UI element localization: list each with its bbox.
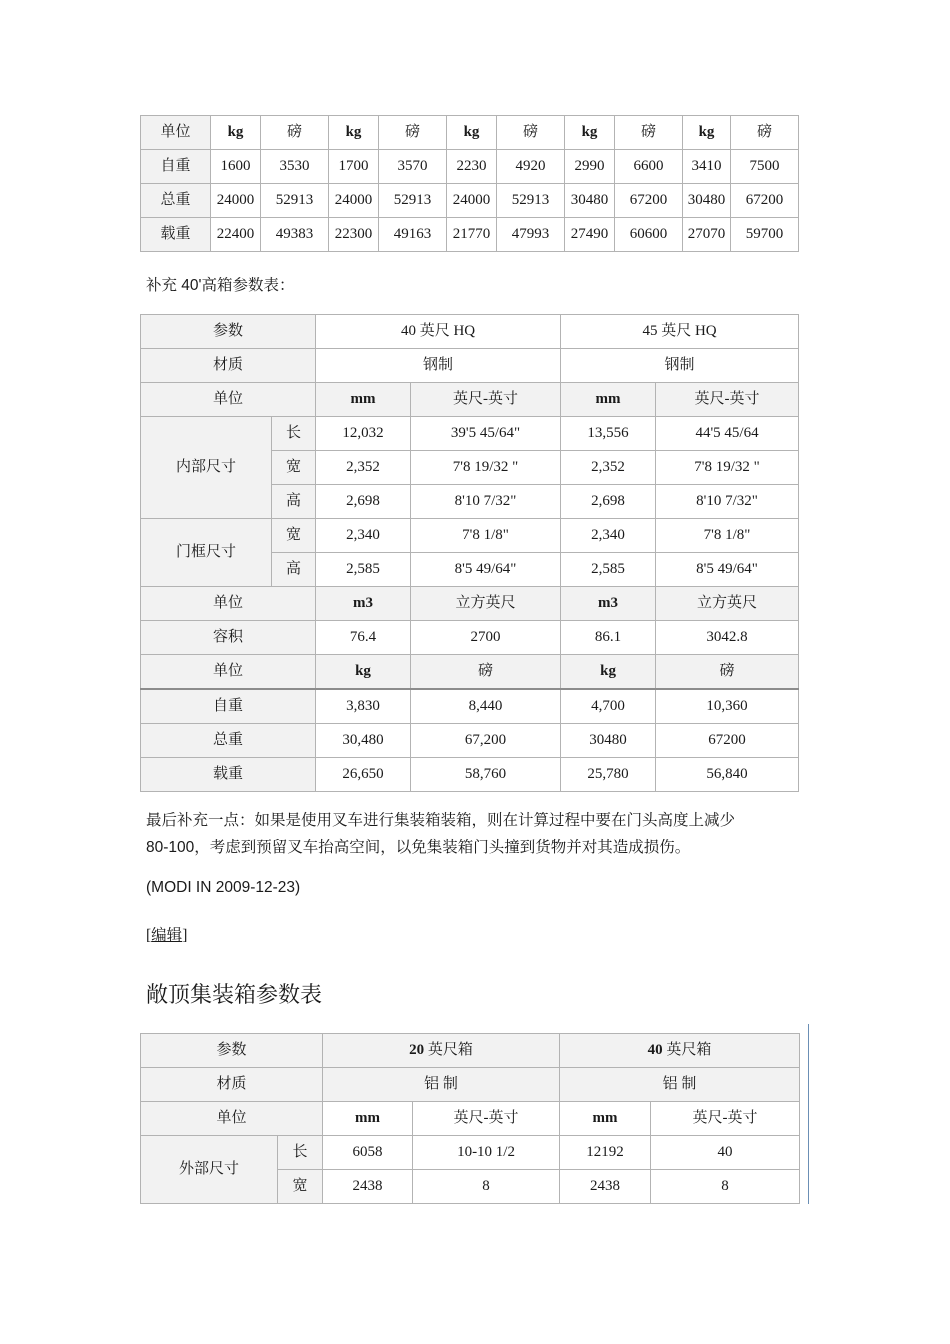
header-cell: 单位	[141, 116, 211, 150]
row-label: 单位	[141, 655, 316, 690]
table-cell: 76.4	[316, 621, 411, 655]
caption-40hq: 补充 40'高箱参数表：	[146, 277, 295, 294]
row-label: 总重	[141, 724, 316, 758]
section-heading: 敞顶集装箱参数表	[146, 982, 323, 1007]
table-cell: 12,032	[316, 417, 411, 451]
table-row	[141, 655, 799, 690]
table-row	[141, 349, 799, 383]
dim-label: 长	[278, 1136, 323, 1170]
table-cell: 2,698	[561, 485, 656, 519]
table-cell: 24000	[329, 184, 379, 218]
row-label: 单位	[141, 587, 316, 621]
table-cell: 铝 制	[323, 1068, 560, 1102]
table-cell: 58,760	[411, 758, 561, 792]
table-row	[141, 758, 799, 792]
row-group-label: 门框尺寸	[141, 519, 272, 587]
table-cell: 27070	[683, 218, 731, 252]
table-cell: 30,480	[316, 724, 411, 758]
table-cell: 8,440	[411, 689, 561, 724]
table-cell: 7'8 1/8"	[411, 519, 561, 553]
table-cell: 52913	[497, 184, 565, 218]
table-cell: 22300	[329, 218, 379, 252]
bracket-open: [	[146, 927, 152, 944]
header-cell: 磅	[497, 116, 565, 150]
table-cell: 1700	[329, 150, 379, 184]
table-row	[141, 689, 799, 724]
table-cell: 27490	[565, 218, 615, 252]
table-cell: 8	[651, 1170, 800, 1204]
table-cell: 2438	[560, 1170, 651, 1204]
unit-cell: mm	[560, 1102, 651, 1136]
unit-cell: 立方英尺	[411, 587, 561, 621]
row-label: 载重	[141, 218, 211, 252]
table-cell: 10,360	[656, 689, 799, 724]
table-cell: 8'5 49/64"	[411, 553, 561, 587]
table-cell: 30480	[683, 184, 731, 218]
param-header: 参数	[141, 315, 316, 349]
dim-label: 宽	[272, 451, 316, 485]
dim-label: 宽	[278, 1170, 323, 1204]
table-cell: 3530	[261, 150, 329, 184]
unit-cell: m3	[561, 587, 656, 621]
table-cell: 2,585	[561, 553, 656, 587]
col-text: 英尺箱	[424, 1042, 473, 1058]
unit-cell: m3	[316, 587, 411, 621]
unit-cell: 磅	[656, 655, 799, 690]
dim-label: 高	[272, 485, 316, 519]
table-cell: 86.1	[561, 621, 656, 655]
table-cell: 52913	[261, 184, 329, 218]
table-cell: 49163	[379, 218, 447, 252]
table-cell: 26,650	[316, 758, 411, 792]
header-cell: kg	[683, 116, 731, 150]
header-cell: 磅	[261, 116, 329, 150]
col-number: 40	[647, 1042, 663, 1058]
row-group-label: 内部尺寸	[141, 417, 272, 519]
unit-cell: mm	[561, 383, 656, 417]
table-cell: 2,352	[316, 451, 411, 485]
unit-cell: 英尺-英寸	[411, 383, 561, 417]
table-cell: 40	[651, 1136, 800, 1170]
table-cell: 2230	[447, 150, 497, 184]
table-cell: 10-10 1/2	[413, 1136, 560, 1170]
table-cell: 3410	[683, 150, 731, 184]
header-cell: kg	[447, 116, 497, 150]
table-row	[141, 218, 799, 252]
table-header-row	[141, 315, 799, 349]
row-label: 自重	[141, 150, 211, 184]
table-cell: 8'10 7/32"	[656, 485, 799, 519]
table-cell: 3,830	[316, 689, 411, 724]
dim-label: 长	[272, 417, 316, 451]
table-cell: 59700	[731, 218, 799, 252]
table-cell: 2,340	[561, 519, 656, 553]
table-cell: 22400	[211, 218, 261, 252]
table-cell: 67200	[731, 184, 799, 218]
table-cell: 56,840	[656, 758, 799, 792]
table-cell: 2,340	[316, 519, 411, 553]
table-cell: 30480	[565, 184, 615, 218]
table-row	[141, 519, 799, 553]
param-header: 参数	[141, 1034, 323, 1068]
row-label: 自重	[141, 689, 316, 724]
table-cell: 49383	[261, 218, 329, 252]
table-cell: 1600	[211, 150, 261, 184]
col-text: 英尺箱	[662, 1042, 712, 1058]
edit-link[interactable]: 编辑	[151, 927, 183, 944]
weight-table-standard	[140, 115, 799, 252]
table-cell: 7500	[731, 150, 799, 184]
table-cell: 钢制	[316, 349, 561, 383]
unit-cell: kg	[561, 655, 656, 690]
table-cell: 4,700	[561, 689, 656, 724]
row-label: 单位	[141, 1102, 323, 1136]
table-cell: 2438	[323, 1170, 413, 1204]
table-cell: 8'5 49/64"	[656, 553, 799, 587]
edit-section	[146, 923, 187, 945]
table-cell: 铝 制	[560, 1068, 800, 1102]
table-cell: 21770	[447, 218, 497, 252]
table-cell: 2,352	[561, 451, 656, 485]
table-cell: 67200	[656, 724, 799, 758]
col-header-20ft	[323, 1034, 560, 1068]
table-cell: 7'8 1/8"	[656, 519, 799, 553]
table-cell: 6058	[323, 1136, 413, 1170]
table-cell: 7'8 19/32 "	[411, 451, 561, 485]
table-row	[141, 587, 799, 621]
header-cell: 磅	[615, 116, 683, 150]
table-cell: 7'8 19/32 "	[656, 451, 799, 485]
table-header-row	[141, 1034, 800, 1068]
table-row	[141, 150, 799, 184]
unit-cell: 英尺-英寸	[656, 383, 799, 417]
unit-cell: 英尺-英寸	[651, 1102, 800, 1136]
table-cell: 52913	[379, 184, 447, 218]
header-cell: kg	[329, 116, 379, 150]
col-header-40ft	[560, 1034, 800, 1068]
table-cell: 44'5 45/64	[656, 417, 799, 451]
unit-cell: kg	[316, 655, 411, 690]
table-header-row	[141, 116, 799, 150]
note-line: 最后补充一点：如果是使用叉车进行集装箱装箱，则在计算过程中要在门头高度上减少	[146, 812, 736, 829]
params-table-opentop	[140, 1033, 800, 1204]
table-cell: 67,200	[411, 724, 561, 758]
note-line: 80-100，考虑到预留叉车抬高空间，以免集装箱门头撞到货物并对其造成损伤。	[146, 839, 691, 856]
col-header-45hq: 45 英尺 HQ	[561, 315, 799, 349]
row-label: 总重	[141, 184, 211, 218]
table-edge-line	[808, 1024, 809, 1204]
table-cell: 3570	[379, 150, 447, 184]
forklift-note	[146, 807, 806, 861]
table-cell: 12192	[560, 1136, 651, 1170]
row-label: 容积	[141, 621, 316, 655]
table-cell: 24000	[211, 184, 261, 218]
table-row	[141, 724, 799, 758]
row-label: 材质	[141, 1068, 323, 1102]
row-label: 单位	[141, 383, 316, 417]
table-cell: 25,780	[561, 758, 656, 792]
table-cell: 2990	[565, 150, 615, 184]
params-table-40hq	[140, 314, 799, 792]
table-row	[141, 621, 799, 655]
col-number: 20	[409, 1042, 425, 1058]
unit-cell: mm	[316, 383, 411, 417]
table-cell: 67200	[615, 184, 683, 218]
unit-cell: 立方英尺	[656, 587, 799, 621]
table-cell: 6600	[615, 150, 683, 184]
table-cell: 24000	[447, 184, 497, 218]
header-cell: kg	[565, 116, 615, 150]
unit-cell: 磅	[411, 655, 561, 690]
unit-cell: 英尺-英寸	[413, 1102, 560, 1136]
modified-date: (MODI IN 2009-12-23)	[146, 879, 301, 896]
header-cell: 磅	[731, 116, 799, 150]
header-cell: 磅	[379, 116, 447, 150]
table-cell: 8'10 7/32"	[411, 485, 561, 519]
table-cell: 13,556	[561, 417, 656, 451]
unit-cell: mm	[323, 1102, 413, 1136]
header-cell: kg	[211, 116, 261, 150]
row-label: 材质	[141, 349, 316, 383]
table-cell: 47993	[497, 218, 565, 252]
row-group-label: 外部尺寸	[141, 1136, 278, 1204]
table-row	[141, 1136, 800, 1170]
table-cell: 30480	[561, 724, 656, 758]
table-cell: 39'5 45/64"	[411, 417, 561, 451]
table-row	[141, 1102, 800, 1136]
table-cell: 60600	[615, 218, 683, 252]
table-row	[141, 184, 799, 218]
dim-label: 高	[272, 553, 316, 587]
table-row	[141, 417, 799, 451]
table-cell: 8	[413, 1170, 560, 1204]
table-cell: 4920	[497, 150, 565, 184]
table-cell: 2700	[411, 621, 561, 655]
table-row	[141, 383, 799, 417]
dim-label: 宽	[272, 519, 316, 553]
table-cell: 2,698	[316, 485, 411, 519]
bracket-close: ]	[182, 927, 188, 944]
table-row	[141, 1068, 800, 1102]
row-label: 载重	[141, 758, 316, 792]
table-cell: 钢制	[561, 349, 799, 383]
col-header-40hq: 40 英尺 HQ	[316, 315, 561, 349]
table-cell: 2,585	[316, 553, 411, 587]
table-cell: 3042.8	[656, 621, 799, 655]
